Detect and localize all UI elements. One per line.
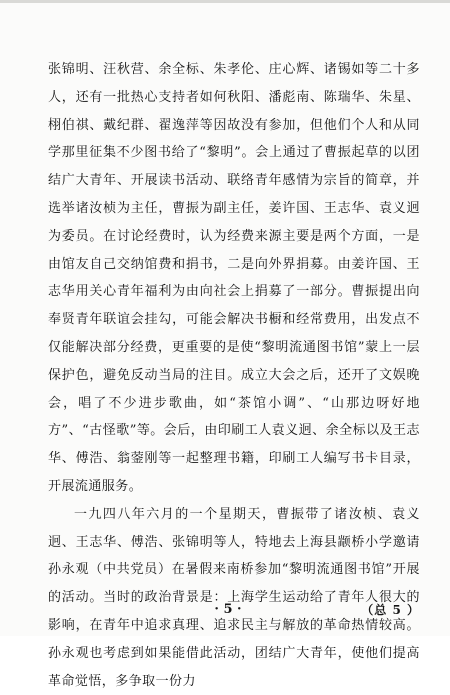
total-page-number: （总 5 ） xyxy=(361,603,420,617)
body-text xyxy=(48,56,420,695)
paragraph-1: 张锦明、汪秋营、余全标、朱孝伦、庄心辉、诸锡如等二十多人，还有一批热心支持者如何秋阳、潘彪南、陈瑞华、朱星、栩伯祺、戴纪群、翟逸萍等因故没有参加，但他们个人和从同学那里征集不少图书给了“黎明”。会上通过了曹振起草的以团结广大青年、开展读书活动、联络青年感情为宗旨的简章，并选举诸汝桢为主任，曹振为副主任，姜许国、王志华、袁义迥为委员。在讨论经费时，认为经费来源主要是两个方面，一是由馆友自己交纳馆费和捐书，二是向外界捐募。由姜许国、王志华用关心青年福利为由向社会上捐募了一部分。曹振提出向奉贤青年联谊会挂勾，可能会解决书橱和经常费用，出发点不仅能解决部分经费，更重要的是使“黎明流通图书馆”蒙上一层保护色，避免反动当局的注目。成立大会之后，还开了文娱晚会，唱了不少进步歌曲，如“茶馆小调”、“山那边呀好地方”、“古怪歌”等。会后，由印刷工人袁义迥、余全标以及王志华、傅浩、翁蓥刚等一起整理书籍，印刷工人编写书卡目录，开展流通服务。 xyxy=(48,62,420,494)
page-number: · 5 · xyxy=(214,602,242,617)
scan-edge xyxy=(0,0,450,3)
paragraph-2: 一九四八年六月的一个星期天，曹振带了诸汝桢、袁义迥、王志华、傅浩、张锦明等人，特地去上海县颛桥小学邀请孙永观（中共党员）在暑假来南桥参加“黎明流通图书馆”开展的活动。当时的政治背景是：上海学生运动给了青年人很大的影响，在青年中追求真理、追求民主与解放的革命热情较高。孙永观也考虑到如果能借此活动，团结广大青年，使他们提高革命觉悟，多争取一份力 xyxy=(48,506,420,689)
